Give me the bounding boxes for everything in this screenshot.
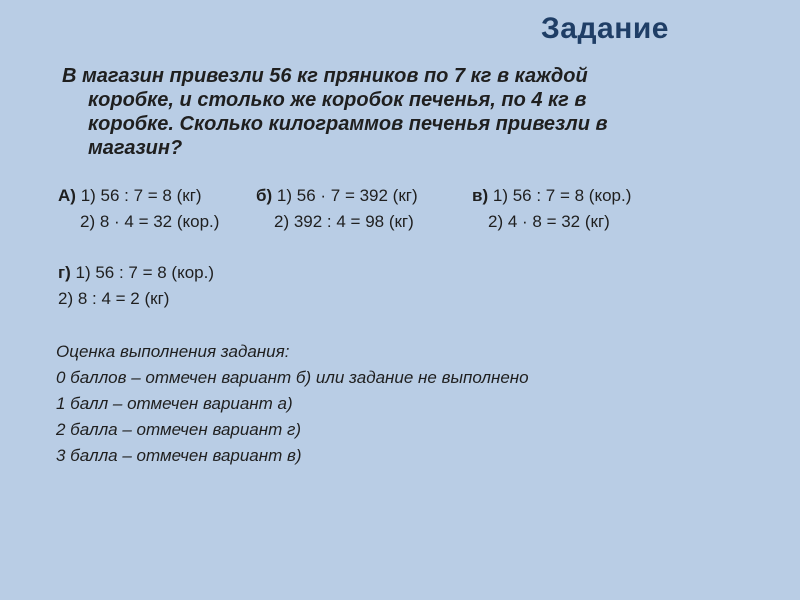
problem-text (62, 64, 752, 160)
evaluation-item: 1 балл – отмечен вариант а) (56, 394, 293, 413)
problem-line-2: коробке, и столько же коробок печенья, по 4 кг в (88, 89, 587, 111)
evaluation-item: 0 баллов – отмечен вариант б) или задание не выполнено (56, 368, 529, 387)
option-g-step2: 2) 8 : 4 = 2 (кг) (58, 289, 170, 308)
option-a-step1-text: 1) 56 : 7 = 8 (кг) (80, 186, 202, 205)
option-a-letter: А) (58, 186, 76, 205)
option-b-step1 (256, 186, 418, 206)
option-v-step1-text: 1) 56 : 7 = 8 (кор.) (492, 186, 632, 205)
option-b-step1-text: 1) 56 · 7 = 392 (кг) (276, 186, 418, 205)
option-a-step2: 2) 8 · 4 = 32 (кор.) (80, 212, 220, 231)
slide-title: Задание (541, 12, 669, 45)
option-g-step1 (58, 263, 214, 283)
evaluation-heading: Оценка выполнения задания: (56, 342, 290, 361)
problem-line-4: магазин? (88, 137, 183, 159)
option-b-step2: 2) 392 : 4 = 98 (кг) (274, 212, 414, 231)
option-b-letter: б) (256, 186, 273, 205)
option-a-step1 (58, 186, 202, 206)
problem-line-1: В магазин привезли 56 кг пряников по 7 кг в каждой (62, 65, 588, 87)
option-v-letter: в) (472, 186, 489, 205)
option-g-step1-text: 1) 56 : 7 = 8 (кор.) (75, 263, 214, 282)
problem-line-3: коробке. Сколько килограммов печенья привезли в (88, 113, 608, 135)
evaluation-item: 2 балла – отмечен вариант г) (56, 420, 302, 439)
option-g-letter: г) (58, 263, 71, 282)
option-v-step1 (472, 186, 631, 206)
evaluation-item: 3 балла – отмечен вариант в) (56, 446, 302, 465)
option-v-step2: 2) 4 · 8 = 32 (кг) (488, 212, 610, 231)
